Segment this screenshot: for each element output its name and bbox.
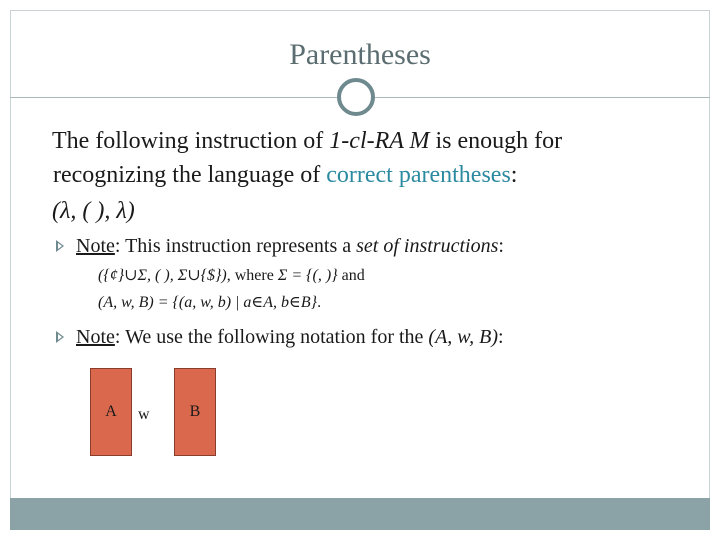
sub2-text: . <box>317 294 322 311</box>
sub2-italic: (A, w, B) = {(a, w, b) | a∈A, b∈B} <box>98 294 318 311</box>
sub1-italic: ({¢}∪Σ, ( ), Σ∪{$}) <box>98 267 227 284</box>
machine-name: 1-cl-RA M <box>329 128 430 154</box>
note-text-a: : We use the following notation for the <box>114 326 429 348</box>
sub-bullet-1 <box>80 265 365 287</box>
line2-text-a: recognizing the language of <box>53 162 327 188</box>
sub-bullet-2 <box>80 292 321 314</box>
line1-text-a: The following instruction of <box>52 128 330 154</box>
highlight-text: correct parentheses <box>326 162 511 188</box>
note-label: Note <box>76 235 115 257</box>
instruction-text: (λ, ( ), λ) <box>52 198 135 224</box>
bullet-line-1-cont <box>53 158 517 192</box>
triangle-bullet-icon <box>56 331 64 343</box>
bullet-line-2 <box>28 194 135 228</box>
sub1-text-2: and <box>337 267 365 284</box>
box-b: B <box>174 368 216 456</box>
line2-text-b: : <box>510 162 518 188</box>
slide-title: Parentheses <box>289 38 431 71</box>
note-label: Note <box>76 326 115 348</box>
box-w-label: w <box>138 406 150 423</box>
note-2 <box>76 324 504 350</box>
note-text-a: : This instruction represents a <box>114 235 357 257</box>
footer-bar <box>10 498 710 530</box>
sub1-text: , where <box>226 267 278 284</box>
line1-text-b: is enough for <box>429 128 563 154</box>
note-text-b: : <box>498 326 504 348</box>
sub1-italic-2: Σ = {(, )} <box>277 267 338 284</box>
bullet-line-1 <box>28 124 562 158</box>
box-a: A <box>90 368 132 456</box>
note-text-b: : <box>498 235 504 257</box>
ring-icon <box>337 78 375 116</box>
note-1 <box>76 233 504 259</box>
note-text-italic: set of instructions <box>356 235 499 257</box>
note-text-italic: (A, w, B) <box>428 326 499 348</box>
triangle-bullet-icon <box>56 240 64 252</box>
